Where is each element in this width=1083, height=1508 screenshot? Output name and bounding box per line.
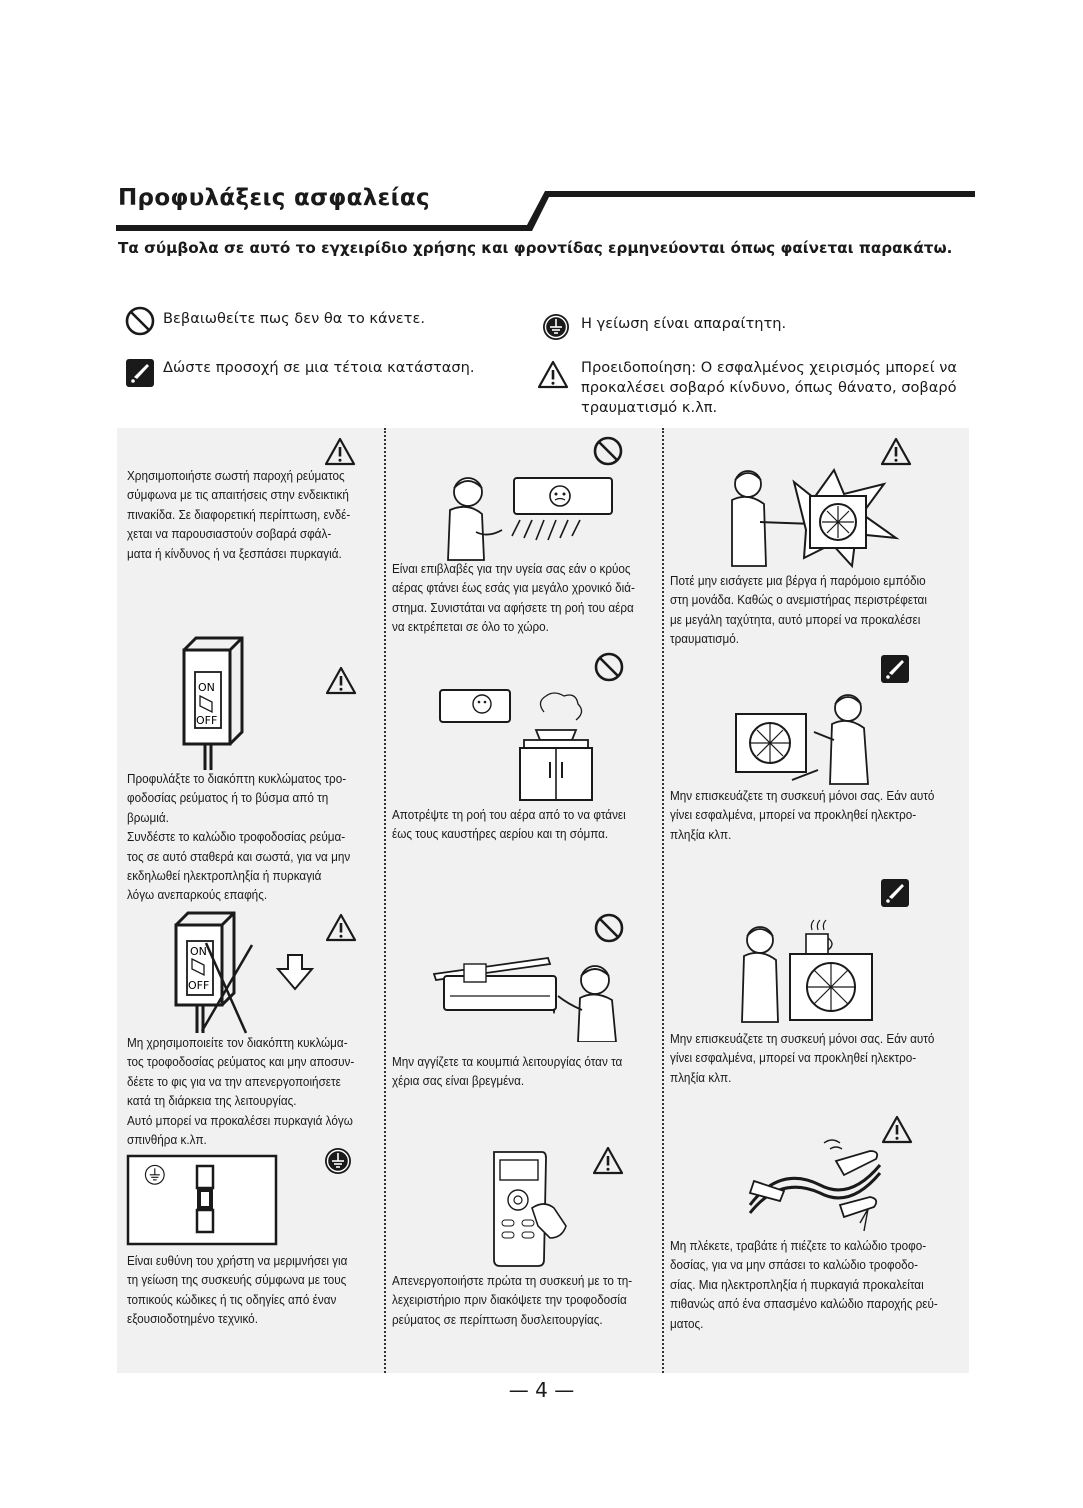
legend-warning: Προειδοποίηση: Ο εσφαλμένος χειρισμός μπορεί να προκαλέσει σοβαρό κίνδυνο, όπως θάνατο, σοβαρό τραυματισμό κ.λπ. <box>581 359 958 416</box>
warning-icon <box>326 913 358 945</box>
warning-icon <box>326 666 358 698</box>
switch-on-label: ON <box>190 945 207 958</box>
self-repair-text-2: Μην επισκευάζετε τη συσκευή μόνοι σας. Εάν αυτό γίνει εσφαλμένα, μπορεί να προκληθεί ηλεκτρο- πληξία κλπ. <box>670 1032 935 1085</box>
stove-text: Αποτρέψτε τη ροή του αέρα από το να φτάνει έως τους καυστήρες αερίου και τη σόμπα. <box>392 808 626 842</box>
page-title: Προφυλάξεις ασφαλείας <box>118 185 430 211</box>
warning-icon <box>325 437 357 469</box>
power-supply-text: Χρησιμοποιήστε σωστή παροχή ρεύματος σύμφωνα με τις απαιτήσεις στην ενδεικτική πινακίδα. Σε διαφορετική περίπτωση, ενδέ- χεται να παρουσιαστούν σοβαρά σφάλ- ματα ή κίνδυνος ή να ξεσπάσει πυρκαγιά. <box>127 469 351 561</box>
attention-icon <box>125 358 155 388</box>
cold-air-illustration <box>436 470 616 562</box>
prohibited-icon <box>594 913 626 945</box>
wet-hands-text: Μην αγγίζετε τα κουμπιά λειτουργίας όταν τα χέρια σας είναι βρεγμένα. <box>392 1055 623 1089</box>
circuit-switch-illustration <box>178 632 248 772</box>
legend-ground: Η γείωση είναι απαραίτητη. <box>581 315 787 332</box>
stick-in-fan-text: Ποτέ μην εισάγετε μια βέργα ή παρόμοιο εμπόδιο στη μονάδα. Καθώς ο ανεμιστήρας περιστρέφεται με μεγάλη ταχύτητα, αυτό μπορεί να προκαλέσει τραυματισμό. <box>670 574 927 647</box>
cable-damage-illustration <box>740 1135 900 1235</box>
switch-off-label: OFF <box>188 979 210 992</box>
unplug-text: Μη χρησιμοποιείτε τον διακόπτη κυκλώμα- τος τροφοδοσίας ρεύματος και μην αποσυν- δέετε το φις για να την απενεργοποιήσετε κατά τη διάρκεια της λειτουργίας. Αυτό μπορεί να προκαλέσει πυρκαγιά λόγω σπινθήρα κ.λπ. <box>127 1036 355 1148</box>
circuit-switch-text: Προφυλάξτε το διακόπτη κυκλώματος τρο- φοδοσίας ρεύματος ή το βύσμα από τη βρωμιά. Συνδέστε το καλώδιο τροφοδοσίας ρεύμα- τος σε αυτό σταθερά και σωστά, για να μην εκδηλωθεί ηλεκτροπληξία ή πυρκαγιά λόγω ανεπαρκούς επαφής. <box>127 772 351 903</box>
page-subtitle: Τα σύμβολα σε αυτό το εγχειρίδιο χρήσης και φροντίδας ερμηνεύονται όπως φαίνεται παρακάτω. <box>118 239 953 257</box>
switch-off-label: OFF <box>196 714 218 727</box>
ground-illustration <box>126 1152 282 1248</box>
unplug-illustration <box>170 905 320 1035</box>
page-number: — 4 — <box>508 1378 575 1402</box>
remote-control-text: Απενεργοποιήστε πρώτα τη συσκευή με το τη- λεχειριστήριο πριν διακόψετε την τροφοδοσία ρεύματος σε περίπτωση δυσλειτουργίας. <box>392 1274 633 1327</box>
ground-text: Είναι ευθύνη του χρήστη να μεριμνήσει για τη γείωση της συσκευής σύμφωνα με τους τοπικούς κώδικες ή τις οδηγίες από έναν εξουσιοδοτημένο τεχνικό. <box>127 1254 348 1327</box>
self-repair-illustration <box>732 688 882 788</box>
self-repair-text-1: Μην επισκευάζετε τη συσκευή μόνοι σας. Εάν αυτό γίνει εσφαλμένα, μπορεί να προκληθεί ηλεκτρο- πληξία κλπ. <box>670 789 935 842</box>
remote-control-illustration <box>488 1148 570 1270</box>
self-repair-illustration-2 <box>736 918 876 1028</box>
attention-icon <box>880 654 912 686</box>
legend-prohibited: Βεβαιωθείτε πως δεν θα το κάνετε. <box>163 310 425 327</box>
attention-icon <box>880 878 912 910</box>
column-divider-1 <box>384 428 386 1373</box>
ground-icon <box>541 312 571 342</box>
stove-illustration <box>436 682 616 802</box>
legend-attention: Δώστε προσοχή σε μια τέτοια κατάσταση. <box>163 359 475 376</box>
switch-on-label: ON <box>198 681 215 694</box>
wet-hands-illustration <box>430 950 630 1042</box>
stick-in-fan-illustration <box>724 462 904 572</box>
prohibited-icon <box>593 436 625 468</box>
column-divider-2 <box>662 428 664 1373</box>
prohibited-icon <box>594 652 626 684</box>
prohibited-icon <box>125 306 155 336</box>
cable-damage-text: Μη πλέκετε, τραβάτε ή πιέζετε το καλώδιο τροφο- δοσίας, για να μην σπάσει το καλώδιο τροφοδο- σίας. Μια ηλεκτροπληξία ή πυρκαγιά προκαλείται πιθανώς από ένα σπασμένο καλώδιο παροχής ρεύ- ματος. <box>670 1239 938 1331</box>
cold-air-text: Είναι επιβλαβές για την υγεία σας εάν ο κρύος αέρας φτάνει έως εσάς για μεγάλο χρονικό διά- στημα. Συνιστάται να αφήσετε τη ροή του αέρα να εκτρέπεται σε όλο το χώρο. <box>392 562 635 635</box>
warning-icon <box>538 360 570 392</box>
warning-icon <box>593 1146 625 1178</box>
ground-icon <box>323 1146 355 1178</box>
